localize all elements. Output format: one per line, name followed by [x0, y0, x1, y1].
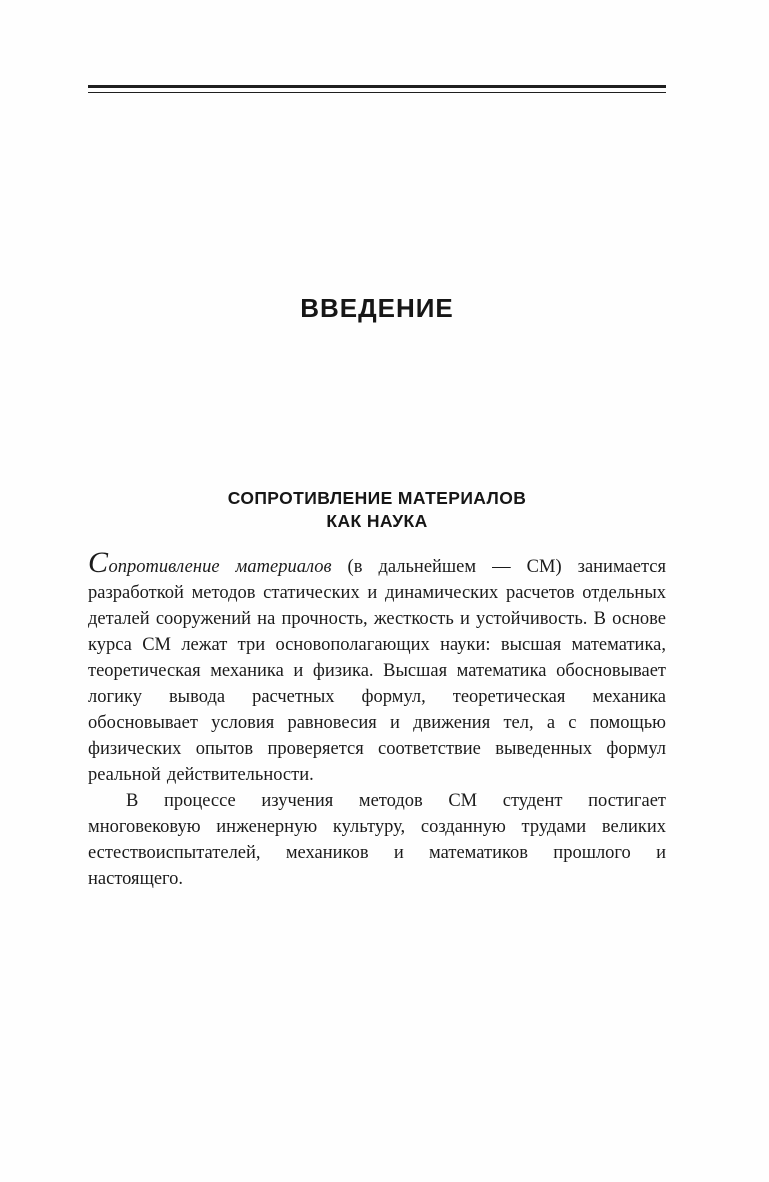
- paragraph-2: В процессе изучения методов СМ студент постигает многовековую инженерную культуру, созданную трудами великих естествоиспытателей, механиков и математиков прошлого и настоящего.: [88, 791, 666, 889]
- lead-initial-letter: С: [88, 546, 109, 579]
- section-heading-line-1: СОПРОТИВЛЕНИЕ МАТЕРИАЛОВ: [227, 488, 527, 508]
- chapter-title: ВВЕДЕНИЕ: [300, 293, 454, 323]
- section-heading-line-2: КАК НАУКА: [326, 511, 428, 531]
- italic-lead-phrase: опротивление материалов: [108, 557, 332, 577]
- body-text: [88, 548, 666, 892]
- paragraph-1: [88, 548, 666, 788]
- section-heading: [88, 487, 666, 533]
- paragraph-1-text: (в дальнейшем — СМ) занимается разработкой методов статических и динамических расчетов отдельных деталей сооружений на прочность, жесткость и устойчивость. В основе курса СМ лежат три основополагающих науки: высшая математика, теоретическая механика и физика. Высшая математика обосновывает логику вывода расчетных формул, теоретическая механика обосновывает условия равновесия и движения тел, а с помощью физических опытов проверяется соответствие выведенных формул реальной действительности.: [88, 557, 666, 785]
- header-double-rule: [88, 85, 666, 93]
